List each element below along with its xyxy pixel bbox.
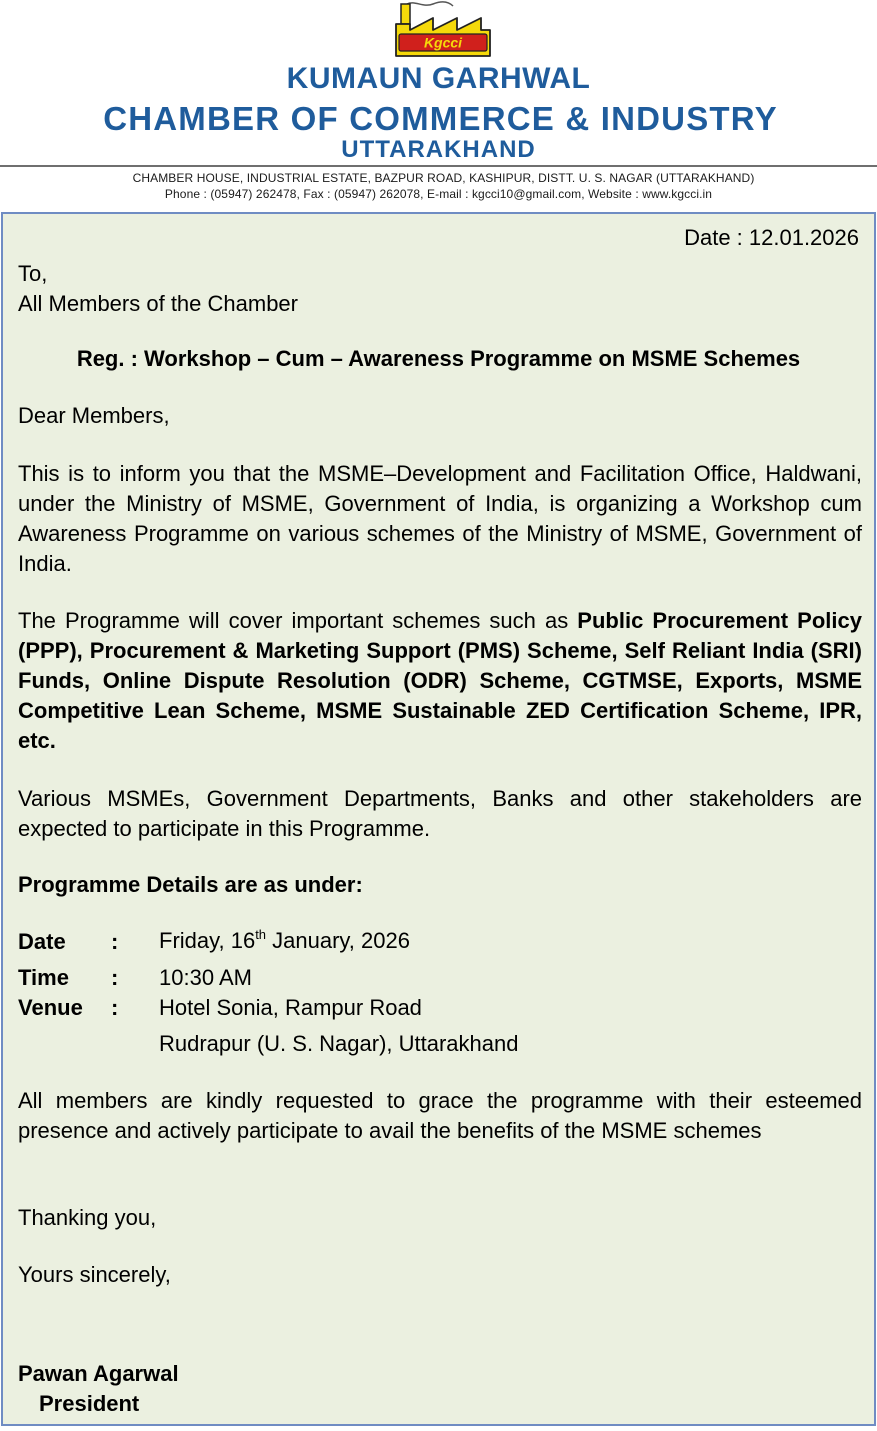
org-address: CHAMBER HOUSE, INDUSTRIAL ESTATE, BAZPUR ROAD, KASHIPUR, DISTT. U. S. NAGAR (UTTARAKHAND) bbox=[132, 171, 755, 185]
schemes-intro: The Programme will cover important schemes such as bbox=[18, 608, 578, 633]
letter-date: Date : 12.01.2026 bbox=[684, 225, 859, 250]
letterhead-divider bbox=[0, 165, 877, 167]
closing-line: Yours sincerely, bbox=[18, 1262, 171, 1287]
schemes-list: Public Procurement Policy (PPP), Procurement & Marketing Support (PMS) Scheme, Self Reliant India (SRI) Funds, Online Dispute Resolution (ODR) Scheme, CGTMSE, Exports, MSME Competitive Lean Scheme, MSME Sustainable ZED Certification Scheme, IPR, etc. bbox=[18, 608, 862, 753]
kgcci-factory-logo-icon bbox=[393, 0, 493, 58]
org-name-line1: KUMAUN GARHWAL bbox=[286, 62, 591, 95]
detail-time-label: Time bbox=[18, 965, 69, 990]
org-contact: Phone : (05947) 262478, Fax : (05947) 262078, E-mail : kgcci10@gmail.com, Website : www.kgcci.in bbox=[164, 187, 713, 201]
paragraph-request: All members are kindly requested to grace the programme with their esteemed presence and actively participate to avail the benefits of the MSME schemes bbox=[18, 1088, 862, 1143]
detail-venue-colon: : bbox=[111, 995, 119, 1020]
to-label: To, bbox=[18, 261, 48, 286]
org-name-line2: CHAMBER OF COMMERCE & INDUSTRY bbox=[103, 100, 778, 137]
detail-time-colon: : bbox=[111, 965, 119, 990]
letterhead bbox=[0, 0, 877, 212]
date-value-suffix: January, 2026 bbox=[266, 928, 410, 953]
thanks-line: Thanking you, bbox=[18, 1205, 157, 1230]
detail-time-value: 10:30 AM bbox=[159, 965, 252, 990]
paragraph-intro: This is to inform you that the MSME–Development and Facilitation Office, Haldwani, under the Ministry of MSME, Government of India, is organizing a Workshop cum Awareness Programme on various schemes of the Ministry of MSME, Government of India. bbox=[18, 461, 862, 576]
salutation: Dear Members, bbox=[18, 403, 170, 428]
letter-body bbox=[1, 212, 876, 1426]
detail-date-value bbox=[159, 926, 410, 956]
date-value-prefix: Friday, 16 bbox=[159, 928, 256, 953]
detail-date-label: Date bbox=[18, 929, 66, 954]
date-value-ordinal: th bbox=[255, 927, 267, 942]
paragraph-participants: Various MSMEs, Government Departments, Banks and other stakeholders are expected to participate in this Programme. bbox=[18, 786, 862, 841]
paragraph-schemes bbox=[18, 606, 862, 756]
org-name-line3: UTTARAKHAND bbox=[341, 136, 536, 163]
logo-text: Kgcci bbox=[423, 34, 463, 51]
detail-venue-line2: Rudrapur (U. S. Nagar), Uttarakhand bbox=[159, 1031, 519, 1056]
recipient: All Members of the Chamber bbox=[18, 291, 298, 316]
signatory-title: President bbox=[39, 1391, 140, 1416]
detail-venue-label: Venue bbox=[18, 995, 83, 1020]
detail-venue-line1: Hotel Sonia, Rampur Road bbox=[159, 995, 422, 1020]
subject-line: Reg. : Workshop – Cum – Awareness Programme on MSME Schemes bbox=[76, 346, 801, 371]
signatory-name: Pawan Agarwal bbox=[18, 1361, 179, 1386]
detail-date-colon: : bbox=[111, 929, 119, 954]
details-heading: Programme Details are as under: bbox=[18, 872, 363, 897]
